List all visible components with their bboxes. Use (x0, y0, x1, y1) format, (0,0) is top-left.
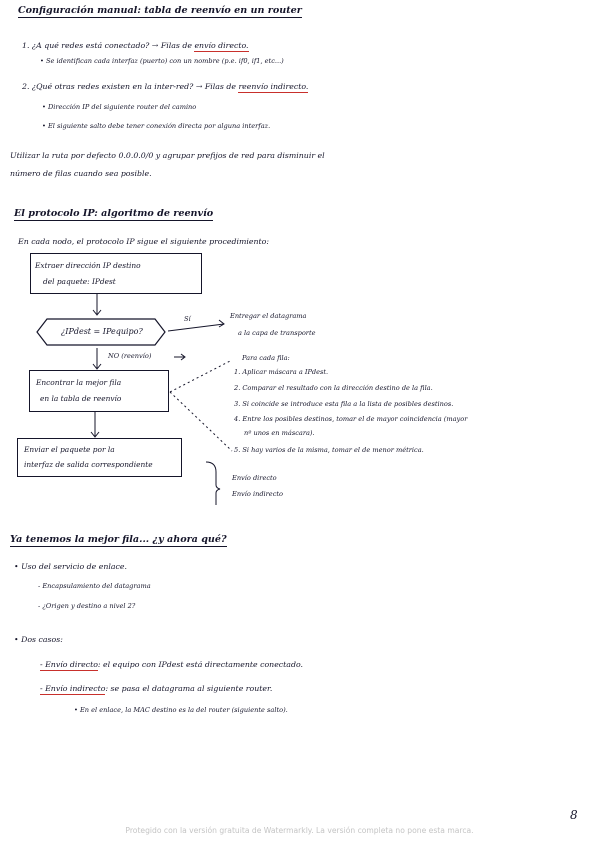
section-2-title: El protocolo IP: algoritmo de reenvío (14, 208, 214, 219)
question-2-bullet-2: • El siguiente salto debe tener conexión directa por alguna interfaz. (42, 122, 271, 130)
flow-box-send-line-2: interfaz de salida correspondiente (24, 460, 153, 469)
step-2: 2. Comparar el resultado con la dirección destino de la fila. (234, 384, 433, 392)
brace (206, 462, 220, 505)
watermark: Protegido con la versión gratuita de Watermarkly. La versión completa no pone esta marca. (125, 826, 474, 835)
section-3-bullet-1: • Uso del servicio de enlace. (14, 562, 127, 571)
case-indirect: - Envío indirecto: se pasa el datagrama al siguiente router. (40, 684, 273, 693)
step-1: 1. Aplicar máscara a IPdest. (234, 368, 329, 376)
case-indirect-sub: • En el enlace, la MAC destino es la del router (siguiente salto). (74, 706, 288, 714)
step-4b: nº unos en máscara). (244, 429, 315, 437)
steps-header: Para cada fila: (242, 354, 290, 362)
section-2-intro: En cada nodo, el protocolo IP sigue el siguiente procedimiento: (18, 237, 269, 246)
question-2-bullet-1: • Dirección IP del siguiente router del camino (42, 103, 197, 111)
flow-decision-label: ¿IPdest = IPequipo? (61, 327, 143, 336)
note-line-2: número de filas cuando sea posible. (10, 169, 152, 178)
page-number: 8 (570, 808, 578, 822)
flow-box-send-line-1: Enviar el paquete por la (24, 445, 115, 454)
yes-label: Sí (184, 315, 191, 323)
step-5: 5. Si hay varios de la misma, tomar el de menor métrica. (234, 446, 424, 454)
question-2: 2. ¿Qué otras redes existen en la inter-red? → Filas de reenvío indirecto. (22, 82, 309, 91)
step-4a: 4. Entre los posibles destinos, tomar el de mayor coincidencia (mayor (234, 415, 468, 423)
arrow-yes (168, 324, 224, 331)
section-3-bullet-1a: - Encapsulamiento del datagrama (38, 582, 151, 590)
no-label: NO (reenvío) (108, 352, 152, 360)
send-direct-label: Envío directo (232, 474, 277, 482)
section-3-title: Ya tenemos la mejor fila... ¿y ahora qué? (10, 534, 227, 545)
case-direct: - Envío directo: el equipo con IPdest está directamente conectado. (40, 660, 303, 669)
dotted-line-top (170, 360, 232, 392)
flow-box-extract-line-1: Extraer dirección IP destino (35, 261, 141, 270)
dotted-line-bottom (170, 392, 232, 451)
question-1: 1. ¿A qué redes está conectado? → Filas de envío directo. (22, 41, 249, 50)
note-line-1: Utilizar la ruta por defecto 0.0.0.0/0 y agrupar prefijos de red para disminuir el (10, 151, 325, 160)
case-indirect-label: - Envío indirecto (40, 684, 106, 693)
yes-result-2: a la capa de transporte (238, 329, 316, 337)
section-1-title: Configuración manual: tabla de reenvío en un router (18, 5, 302, 16)
yes-result-1: Entregar el datagrama (230, 312, 307, 320)
flow-box-extract-line-2: del paquete: IPdest (43, 277, 116, 286)
step-3: 3. Si coincide se introduce esta fila a la lista de posibles destinos. (234, 400, 454, 408)
direct-forwarding-link: envío directo. (194, 41, 249, 50)
indirect-forwarding-link: reenvío indirecto. (238, 82, 309, 91)
arrow-head-yes (219, 320, 224, 327)
flow-box-find-line-1: Encontrar la mejor fila (36, 378, 122, 387)
send-indirect-label: Envío indirecto (232, 490, 284, 498)
section-3-bullet-1b: - ¿Origen y destino a nivel 2? (38, 602, 136, 610)
case-direct-label: - Envío directo (40, 660, 98, 669)
flow-box-find-line-2: en la tabla de reenvío (40, 394, 122, 403)
question-1-sub: • Se identifican cada interfaz (puerto) con un nombre (p.e. if0, if1, etc...) (40, 57, 284, 65)
section-3-bullet-2: • Dos casos: (14, 635, 63, 644)
